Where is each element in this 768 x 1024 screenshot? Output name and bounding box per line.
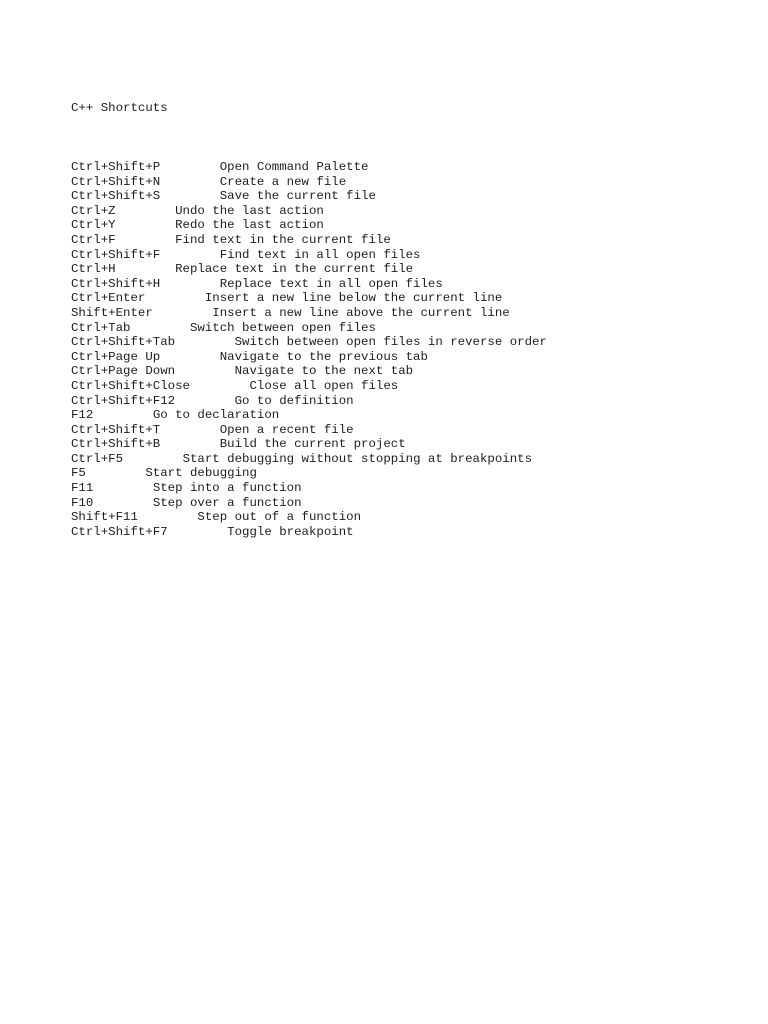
- shortcut-line: [71, 262, 547, 277]
- shortcut-keys: F5: [71, 466, 86, 481]
- shortcut-line: [71, 394, 547, 409]
- tab-separator: [160, 350, 220, 365]
- shortcut-keys: Ctrl+Shift+F: [71, 247, 161, 262]
- tab-separator: [160, 189, 220, 204]
- tab-separator: [160, 423, 220, 438]
- shortcut-action: Step over a function: [152, 495, 302, 510]
- shortcut-action: Switch between open files: [190, 320, 376, 335]
- shortcut-action: Insert a new line below the current line: [204, 291, 503, 306]
- shortcut-line: [71, 437, 547, 452]
- shortcut-line: [71, 218, 547, 233]
- shortcut-line: [71, 189, 547, 204]
- shortcut-action: Navigate to the previous tab: [219, 349, 428, 364]
- shortcut-action: Open a recent file: [219, 422, 354, 437]
- shortcut-line: [71, 452, 547, 467]
- shortcut-keys: Ctrl+Shift+F7: [71, 524, 168, 539]
- shortcut-keys: Ctrl+Page Down: [71, 364, 176, 379]
- shortcut-action: Replace text in all open files: [219, 276, 443, 291]
- shortcut-keys: Ctrl+F5: [71, 451, 124, 466]
- tab-separator: [131, 321, 191, 336]
- shortcut-keys: Shift+Enter: [71, 305, 153, 320]
- shortcut-line: [71, 175, 547, 190]
- shortcut-line: [71, 335, 547, 350]
- shortcut-action: Find text in the current file: [175, 232, 391, 247]
- shortcut-keys: Ctrl+Y: [71, 218, 116, 233]
- shortcut-line: [71, 277, 547, 292]
- shortcut-action: Step into a function: [152, 481, 302, 496]
- shortcut-keys: Ctrl+Shift+Tab: [71, 335, 176, 350]
- tab-separator: [138, 510, 198, 525]
- shortcut-keys: Ctrl+Shift+H: [71, 276, 161, 291]
- shortcut-line: [71, 364, 547, 379]
- shortcut-action: Undo the last action: [175, 203, 324, 218]
- shortcut-keys: Ctrl+Enter: [71, 291, 146, 306]
- document-title: C++ Shortcuts: [71, 101, 168, 115]
- tab-separator: [116, 218, 176, 233]
- tab-separator: [190, 379, 250, 394]
- tab-separator: [93, 408, 153, 423]
- shortcut-keys: Ctrl+Shift+Close: [71, 378, 190, 393]
- shortcut-keys: Ctrl+Shift+S: [71, 189, 161, 204]
- tab-separator: [145, 291, 205, 306]
- tab-separator: [116, 204, 176, 219]
- shortcut-action: Open Command Palette: [219, 160, 369, 174]
- shortcut-keys: Ctrl+Shift+P: [71, 160, 161, 174]
- shortcut-action: Start debugging: [145, 466, 257, 481]
- shortcut-keys: Ctrl+Shift+T: [71, 422, 161, 437]
- shortcut-line: [71, 160, 547, 175]
- shortcut-keys: F10: [71, 495, 94, 510]
- tab-separator: [160, 175, 220, 190]
- shortcut-action: Create a new file: [219, 174, 347, 189]
- tab-separator: [175, 335, 235, 350]
- shortcut-action: Save the current file: [219, 189, 376, 204]
- shortcut-keys: Ctrl+Z: [71, 203, 116, 218]
- tab-separator: [160, 437, 220, 452]
- shortcut-action: Find text in all open files: [219, 247, 421, 262]
- shortcut-action: Switch between open files in reverse order: [234, 335, 547, 350]
- shortcut-line: [71, 423, 547, 438]
- tab-separator: [123, 452, 183, 467]
- shortcut-line: [71, 481, 547, 496]
- shortcut-line: [71, 466, 547, 481]
- tab-separator: [175, 364, 235, 379]
- shortcut-keys: Ctrl+Page Up: [71, 349, 161, 364]
- tab-separator: [160, 248, 220, 263]
- tab-separator: [168, 525, 228, 540]
- shortcut-list: [71, 160, 547, 539]
- shortcut-action: Go to declaration: [152, 408, 280, 423]
- shortcut-line: [71, 248, 547, 263]
- tab-separator: [116, 233, 176, 248]
- shortcut-line: [71, 291, 547, 306]
- tab-separator: [160, 160, 220, 175]
- tab-separator: [93, 481, 153, 496]
- shortcut-line: [71, 204, 547, 219]
- shortcut-line: [71, 306, 547, 321]
- shortcut-line: [71, 525, 547, 540]
- tab-separator: [175, 394, 235, 409]
- shortcut-keys: F11: [71, 481, 94, 496]
- shortcut-action: Replace text in the current file: [175, 262, 414, 277]
- tab-separator: [93, 496, 153, 511]
- tab-separator: [116, 262, 176, 277]
- shortcut-keys: Ctrl+Tab: [71, 320, 131, 335]
- shortcut-action: Step out of a function: [197, 510, 362, 525]
- shortcut-keys: Ctrl+Shift+B: [71, 437, 161, 452]
- shortcut-line: [71, 408, 547, 423]
- shortcut-line: [71, 233, 547, 248]
- shortcut-action: Toggle breakpoint: [227, 524, 354, 539]
- shortcut-keys: Ctrl+Shift+F12: [71, 393, 176, 408]
- shortcut-keys: Ctrl+F: [71, 232, 116, 247]
- shortcut-keys: F12: [71, 408, 94, 423]
- shortcut-action: Start debugging without stopping at breakpoints: [182, 451, 533, 466]
- shortcut-keys: Ctrl+H: [71, 262, 116, 277]
- shortcut-action: Insert a new line above the current line: [212, 305, 510, 320]
- tab-separator: [160, 277, 220, 292]
- shortcut-line: [71, 496, 547, 511]
- shortcut-line: [71, 379, 547, 394]
- shortcut-action: Navigate to the next tab: [234, 364, 414, 379]
- tab-separator: [86, 466, 146, 481]
- shortcut-line: [71, 321, 547, 336]
- shortcut-line: [71, 350, 547, 365]
- shortcut-action: Redo the last action: [175, 218, 324, 233]
- shortcut-keys: Shift+F11: [71, 510, 138, 525]
- shortcut-action: Build the current project: [219, 437, 406, 452]
- tab-separator: [153, 306, 213, 321]
- shortcut-action: Go to definition: [234, 393, 354, 408]
- shortcut-line: [71, 510, 547, 525]
- shortcut-keys: Ctrl+Shift+N: [71, 174, 161, 189]
- shortcut-action: Close all open files: [249, 378, 399, 393]
